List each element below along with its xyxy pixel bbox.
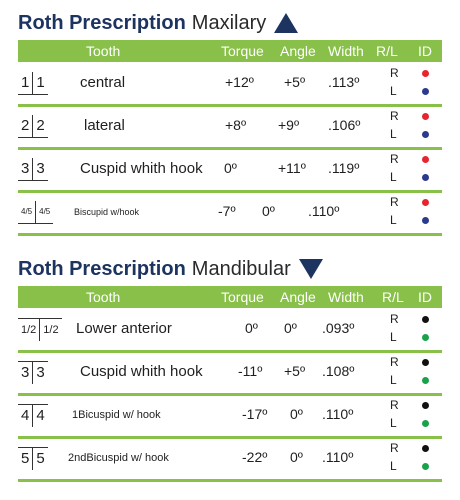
down-triangle-icon — [299, 259, 323, 279]
tooth-quadrant — [18, 361, 48, 383]
right-id-dot-icon — [422, 359, 429, 366]
tooth-right: 2 — [33, 115, 47, 138]
tooth-left: 2 — [18, 115, 33, 138]
header-rl: R/L — [376, 43, 398, 59]
tooth-name: lateral — [84, 117, 125, 134]
table-row — [18, 64, 442, 107]
torque-value: +12º — [225, 74, 254, 90]
mandibular-section — [18, 254, 442, 476]
header-width: Width — [328, 289, 364, 305]
angle-value: +5º — [284, 74, 306, 90]
width-value: .119º — [328, 160, 360, 176]
left-id-dot-icon — [422, 217, 429, 224]
tooth-quadrant — [18, 158, 48, 180]
maxilary-title — [18, 8, 298, 38]
tooth-right: 5 — [33, 447, 47, 470]
mandibular-title — [18, 254, 323, 284]
left-id-dot-icon — [422, 334, 429, 341]
right-label: R — [390, 312, 399, 326]
torque-value: +8º — [225, 117, 247, 133]
table-row — [18, 396, 442, 439]
torque-value: -7º — [218, 203, 236, 219]
header-tooth: Tooth — [86, 43, 121, 59]
tooth-name: Cuspid whith hook — [80, 363, 203, 380]
maxilary-title-light: Maxilary — [191, 11, 267, 34]
tooth-name: central — [80, 74, 126, 91]
left-id-dot-icon — [422, 420, 429, 427]
left-id-dot-icon — [422, 174, 429, 181]
header-torque: Torque — [221, 43, 264, 59]
tooth-name: Cuspid whith hook — [80, 160, 203, 177]
header-rl: R/L — [382, 289, 404, 305]
left-id-dot-icon — [422, 463, 429, 470]
header-tooth: Tooth — [86, 289, 121, 305]
left-label: L — [390, 127, 397, 141]
tooth-name: Lower anterior — [76, 320, 172, 337]
width-value: .113º — [328, 74, 360, 90]
right-label: R — [390, 109, 399, 123]
right-label: R — [390, 152, 399, 166]
angle-value: +5º — [284, 363, 306, 379]
tooth-left: 3 — [18, 158, 33, 181]
width-value: .106º — [328, 117, 361, 133]
tooth-left: 1/2 — [18, 318, 40, 341]
right-id-dot-icon — [422, 402, 429, 409]
table-row — [18, 107, 442, 150]
table-row — [18, 193, 442, 236]
tooth-name: Biscupid w/hook — [74, 207, 140, 217]
tooth-left: 1 — [18, 72, 33, 95]
width-value: .093º — [322, 320, 355, 336]
right-label: R — [390, 398, 399, 412]
maxilary-section — [18, 8, 442, 230]
angle-value: 0º — [290, 449, 303, 465]
mandibular-title-light: Mandibular — [191, 257, 291, 280]
left-label: L — [390, 330, 397, 344]
tooth-left: 4/5 — [18, 201, 36, 224]
right-id-dot-icon — [422, 316, 429, 323]
tooth-left: 4 — [18, 404, 33, 427]
left-label: L — [390, 416, 397, 430]
tooth-right: 4/5 — [36, 201, 53, 224]
angle-value: +9º — [278, 117, 300, 133]
left-label: L — [390, 459, 397, 473]
mandibular-header — [18, 286, 442, 308]
angle-value: +11º — [278, 160, 306, 176]
right-label: R — [390, 66, 399, 80]
width-value: .108º — [322, 363, 355, 379]
tooth-left: 3 — [18, 361, 33, 384]
torque-value: 0º — [224, 160, 237, 176]
header-angle: Angle — [280, 289, 316, 305]
header-id: ID — [418, 43, 432, 59]
tooth-quadrant — [18, 318, 62, 340]
tooth-right: 3 — [33, 158, 47, 181]
left-id-dot-icon — [422, 88, 429, 95]
tooth-quadrant — [18, 201, 53, 223]
tooth-right: 1/2 — [40, 318, 61, 341]
right-id-dot-icon — [422, 445, 429, 452]
tooth-quadrant — [18, 72, 48, 94]
up-triangle-icon — [274, 13, 298, 33]
header-id: ID — [418, 289, 432, 305]
torque-value: -17º — [242, 406, 268, 422]
torque-value: -11º — [238, 363, 263, 379]
table-row — [18, 439, 442, 482]
right-label: R — [390, 355, 399, 369]
left-label: L — [390, 213, 397, 227]
torque-value: -22º — [242, 449, 268, 465]
torque-value: 0º — [245, 320, 258, 336]
mandibular-title-bold: Roth Prescription — [18, 257, 186, 280]
maxilary-title-bold: Roth Prescription — [18, 11, 186, 34]
right-id-dot-icon — [422, 70, 429, 77]
left-id-dot-icon — [422, 131, 429, 138]
tooth-right: 3 — [33, 361, 47, 384]
tooth-quadrant — [18, 447, 48, 469]
header-width: Width — [328, 43, 364, 59]
left-label: L — [390, 373, 397, 387]
header-angle: Angle — [280, 43, 316, 59]
table-row — [18, 150, 442, 193]
left-id-dot-icon — [422, 377, 429, 384]
right-id-dot-icon — [422, 199, 429, 206]
maxilary-header — [18, 40, 442, 62]
width-value: .110º — [322, 449, 354, 465]
tooth-right: 1 — [33, 72, 47, 95]
right-id-dot-icon — [422, 156, 429, 163]
left-label: L — [390, 84, 397, 98]
tooth-name: 1Bicuspid w/ hook — [72, 409, 161, 421]
angle-value: 0º — [262, 203, 275, 219]
angle-value: 0º — [290, 406, 303, 422]
table-row — [18, 310, 442, 353]
left-label: L — [390, 170, 397, 184]
width-value: .110º — [322, 406, 354, 422]
angle-value: 0º — [284, 320, 297, 336]
tooth-right: 4 — [33, 404, 47, 427]
table-row — [18, 353, 442, 396]
right-label: R — [390, 441, 399, 455]
tooth-left: 5 — [18, 447, 33, 470]
tooth-quadrant — [18, 115, 48, 137]
header-torque: Torque — [221, 289, 264, 305]
right-id-dot-icon — [422, 113, 429, 120]
tooth-name: 2ndBicuspid w/ hook — [68, 452, 169, 464]
tooth-quadrant — [18, 404, 48, 426]
width-value: .110º — [308, 203, 340, 219]
right-label: R — [390, 195, 399, 209]
